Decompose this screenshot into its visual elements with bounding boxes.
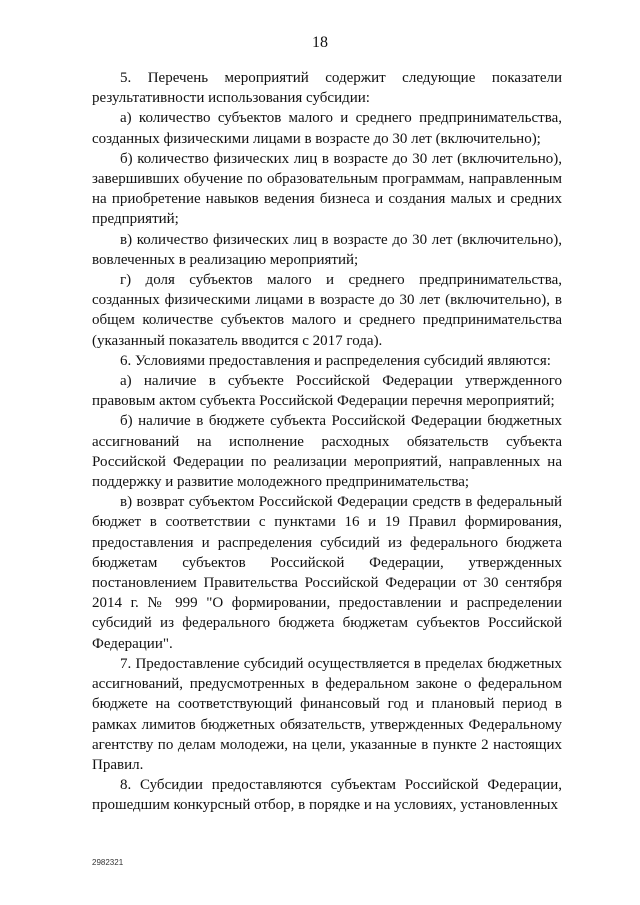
paragraph-6b: б) наличие в бюджете субъекта Российской Федерации бюджетных ассигнований на исполнение расходных обязательств субъекта Российской Федерации по реализации мероприятий, направленных на поддержку и развитие молодежного предпринимательства; [92,413,562,491]
paragraph-5d: г) доля субъектов малого и среднего предпринимательства, созданных физическими лицами в возрасте до 30 лет (включительно), в общем количестве субъектов малого и среднего предпринимательства (указанный показатель вводится с 2017 года). [92,272,562,349]
paragraph-8: 8. Субсидии предоставляются субъектам Российской Федерации, прошедшим конкурсный отбор, в порядке и на условиях, установленных [92,777,562,814]
document-body [92,68,562,816]
paragraph-5a: а) количество субъектов малого и среднего предпринимательства, созданных физическими лицами в возрасте до 30 лет (включительно); [92,110,562,147]
paragraph-6c: в) возврат субъектом Российской Федерации средств в федеральный бюджет в соответствии с пунктами 16 и 19 Правил формирования, предоставления и распределения субсидий из федерального бюджета бюджетам субъектов Российской Федерации, утвержденных постановлением Правительства Российской Федерации от 30 сентября 2014 г. № 999 "О формировании, предоставлении и распределении субсидий из федерального бюджета бюджетам субъектов Российской Федерации". [92,494,562,652]
paragraph-6: 6. Условиями предоставления и распределения субсидий являются: [120,352,551,369]
paragraph-5b: б) количество физических лиц в возрасте до 30 лет (включительно), завершивших обучение по образовательным программам, направленным на приобретение навыков ведения бизнеса и создания малых и средних предприятий; [92,150,562,228]
page-number: 18 [312,34,328,51]
paragraph-6a: а) наличие в субъекте Российской Федерации утвержденного правовым актом субъекта Российской Федерации перечня мероприятий; [92,373,562,410]
paragraph-7: 7. Предоставление субсидий осуществляется в пределах бюджетных ассигнований, предусмотренных в федеральном законе о федеральном бюджете на соответствующий финансовый год и плановый период в рамках лимитов бюджетных обязательств, утвержденных Федеральному агентству по делам молодежи, на цели, указанные в пункте 2 настоящих Правил. [92,655,562,773]
paragraph-5: 5. Перечень мероприятий содержит следующие показатели результативности использования субсидии: [92,70,562,107]
paragraph-5c: в) количество физических лиц в возрасте до 30 лет (включительно), вовлеченных в реализацию мероприятий; [92,231,562,268]
document-code: 2982321 [92,858,124,867]
